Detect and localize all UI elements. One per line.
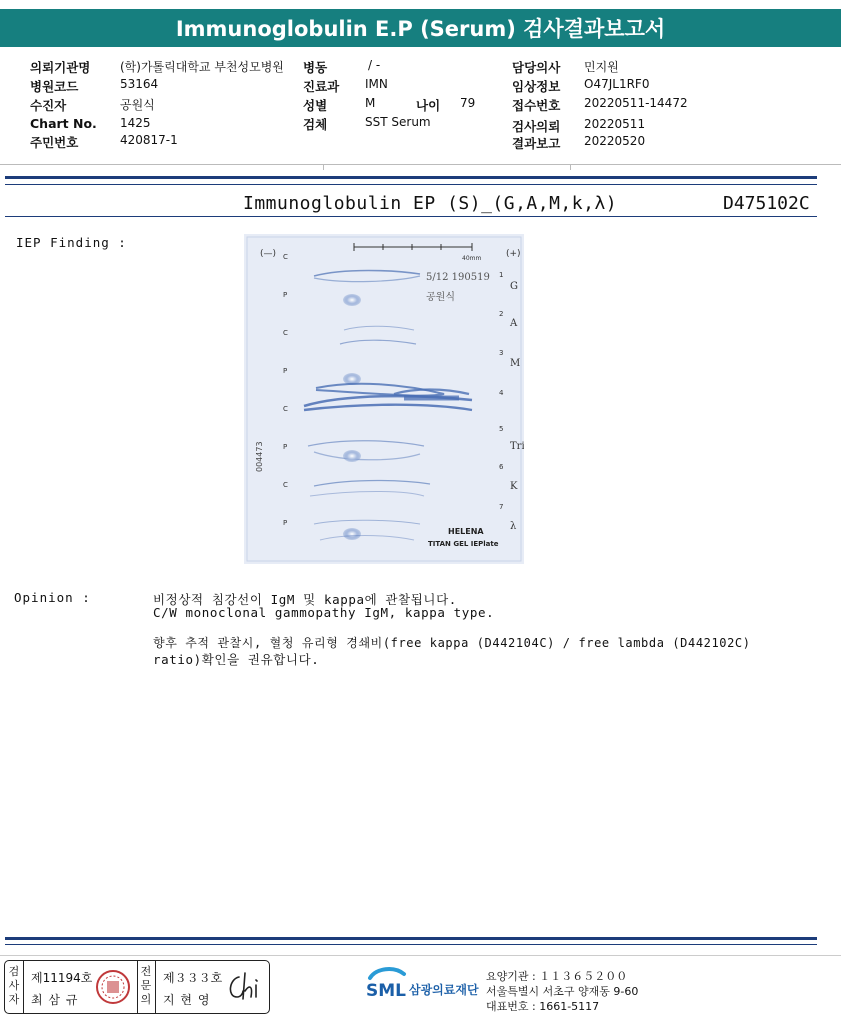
examiner-tag-char: 검: [8, 965, 20, 978]
opinion-line-4: ratio)확인을 권유합니다.: [153, 652, 320, 667]
gel-sample-id: 004473: [255, 441, 264, 472]
examiner-tag-char: 사: [8, 979, 20, 992]
specialist-name: 지 현 영: [163, 993, 211, 1007]
test-code: D475102C: [723, 193, 810, 214]
opinion-line-3: 향후 추적 관찰시, 혈청 유리형 경쇄비(free kappa (D442104C) / free lambda (D442102C): [153, 636, 751, 650]
examiner-tag: [8, 965, 20, 1007]
ward-label: 병동: [303, 60, 328, 75]
clinical-label: 임상정보: [512, 79, 561, 94]
dept-value: IMN: [365, 77, 388, 91]
gel-row-mark: C: [283, 481, 288, 489]
iep-gel-image: [244, 234, 524, 564]
doctor-label: 담당의사: [512, 60, 561, 75]
address: 서울특별시 서초구 양재동 9-60: [486, 985, 639, 998]
minus-mark: (—): [260, 249, 277, 259]
id-value: 420817-1: [120, 133, 178, 147]
gel-brand: HELENA: [448, 527, 484, 536]
gel-lane-number: 2: [499, 310, 504, 318]
specialist-tag-char: 의: [140, 993, 152, 1006]
report-title: Immunoglobulin E.P (Serum) 검사결과보고서: [0, 9, 841, 47]
id-label: 주민번호: [30, 135, 79, 150]
org-name: 삼광의료재단: [409, 983, 479, 997]
receipt-label: 접수번호: [512, 98, 561, 113]
logo-text: SML: [366, 981, 406, 1001]
seal-stamp-icon: [95, 969, 131, 1005]
request-label: 검사의뢰: [512, 119, 561, 134]
specialist-tag: [140, 965, 152, 1007]
gel-svg: [244, 234, 524, 564]
code-value: 53164: [120, 77, 159, 91]
gel-antiserum-label: M: [510, 358, 521, 369]
gel-antiserum-label: A: [510, 318, 518, 329]
gel-lane-number: 1: [499, 271, 504, 279]
specialist-license: 제３３３호: [163, 971, 223, 985]
examiner-tag-char: 자: [8, 993, 20, 1006]
age-label: 나이: [416, 98, 441, 113]
opinion-label: Opinion :: [14, 590, 91, 605]
agency-number: 요양기관 : １１３６５２００: [486, 970, 628, 983]
receipt-value: 20220511-14472: [584, 96, 688, 110]
specialist-tag-char: 전: [140, 965, 152, 978]
gel-row-mark: C: [283, 329, 288, 337]
examiner-name: 최 삼 규: [31, 993, 79, 1007]
age-value: 79: [460, 96, 476, 110]
ward-value: / -: [368, 58, 381, 72]
sex-value: M: [365, 96, 376, 110]
gel-antiserum-label: λ: [510, 521, 517, 532]
finding-label: IEP Finding :: [16, 235, 127, 250]
top-rule: [5, 176, 817, 179]
sex-label: 성별: [303, 98, 328, 113]
signature-icon: [223, 971, 263, 1005]
code-label: 병원코드: [30, 79, 79, 94]
gel-patient-name: 공원식: [426, 292, 455, 303]
opinion-line-2: C/W monoclonal gammopathy IgM, kappa type.: [153, 605, 495, 620]
gel-lane-number: 3: [499, 349, 504, 357]
signature-box: [4, 960, 270, 1014]
report-date-value: 20220520: [584, 134, 646, 148]
dept-label: 진료과: [303, 79, 340, 94]
test-name: Immunoglobulin EP (S)_(G,A,M,k,λ): [243, 193, 618, 214]
gel-lane-number: 5: [499, 425, 504, 433]
request-value: 20220511: [584, 117, 646, 131]
gel-row-mark: P: [283, 443, 288, 451]
examiner-license: 제11194호: [31, 971, 93, 985]
plus-mark: (+): [506, 249, 521, 259]
report-date-label: 결과보고: [512, 136, 561, 151]
gel-row-mark: C: [283, 405, 288, 413]
chart-label: Chart No.: [30, 116, 97, 131]
bottom-rule: [5, 937, 817, 940]
box-divider: [155, 961, 156, 1013]
specialist-tag-char: 문: [140, 979, 152, 992]
phone: 대표번호 : 1661-5117: [486, 1000, 600, 1013]
sample-well: [343, 294, 361, 306]
sample-well: [343, 528, 361, 540]
clinical-value: O47JL1RF0: [584, 77, 650, 91]
gel-row-mark: P: [283, 367, 288, 375]
top-rule-thin: [5, 184, 817, 185]
gel-lane-number: 6: [499, 463, 504, 471]
specimen-value: SST Serum: [365, 115, 431, 129]
sml-logo-icon: [364, 966, 408, 1004]
test-rule: [5, 216, 817, 217]
chart-value: 1425: [120, 116, 151, 130]
gel-antiserum-label: Tri: [510, 441, 524, 452]
doctor-value: 민지원: [584, 60, 619, 74]
gel-lane-number: 4: [499, 389, 504, 397]
specimen-label: 검체: [303, 117, 328, 132]
tick-mark: [570, 164, 571, 170]
gel-antiserum-label: G: [510, 281, 518, 292]
gel-antiserum-label: K: [510, 481, 518, 492]
gel-plate: TITAN GEL IEPlate: [428, 540, 499, 548]
gel-row-mark: P: [283, 291, 288, 299]
footer-divider: [0, 955, 841, 956]
header-divider: [0, 164, 841, 165]
hospital-label: 의뢰기관명: [30, 60, 91, 75]
box-divider: [23, 961, 24, 1013]
hospital-value: (학)가톨릭대학교 부천성모병원: [120, 60, 284, 74]
examinee-label: 수진자: [30, 98, 67, 113]
gel-date: 5/12 190519: [426, 272, 490, 283]
gel-lane-number: 7: [499, 503, 504, 511]
gel-row-mark: C: [283, 253, 288, 261]
tick-mark: [323, 164, 324, 170]
opinion-line-1: 비정상적 침강선이 IgM 및 kappa에 관찰됩니다.: [153, 592, 457, 607]
gel-row-mark: P: [283, 519, 288, 527]
bottom-rule-thin: [5, 944, 817, 945]
examinee-value: 공원식: [120, 98, 155, 112]
sample-well: [343, 450, 361, 462]
scale-label: 40mm: [462, 255, 482, 262]
box-divider: [137, 961, 138, 1013]
